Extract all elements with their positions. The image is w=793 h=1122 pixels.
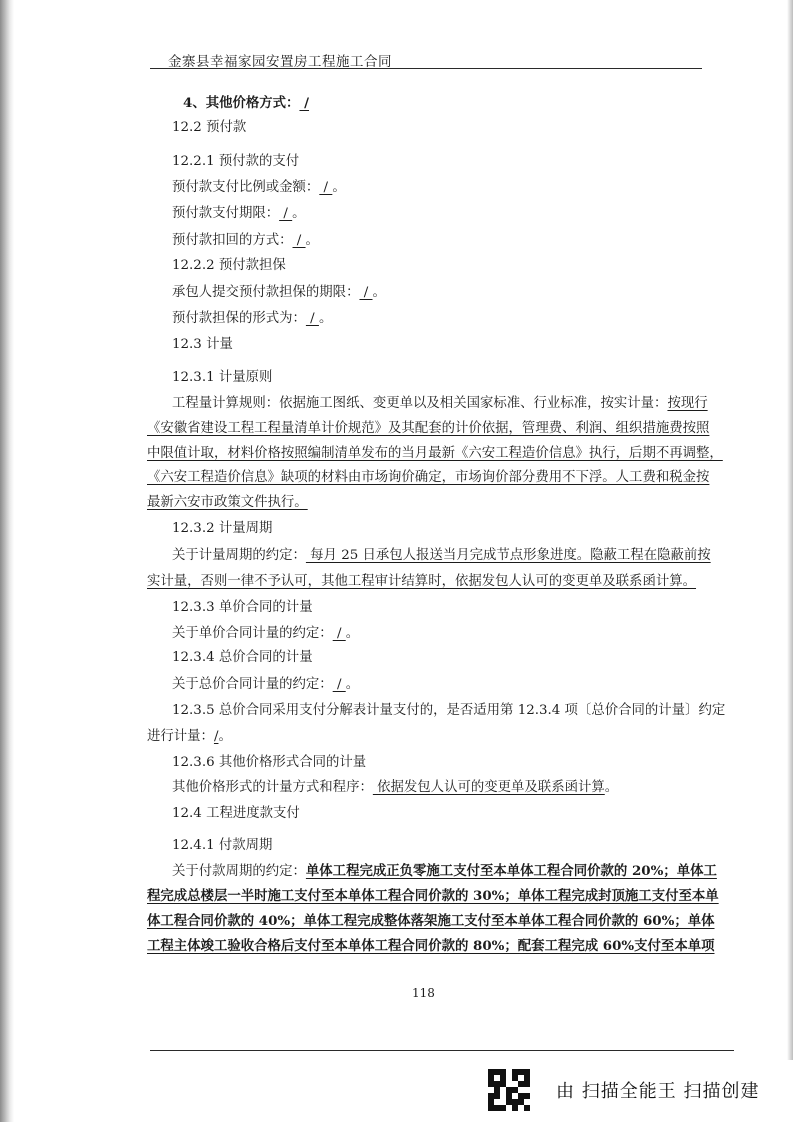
underlined-fill-text: / xyxy=(359,285,373,300)
text-line xyxy=(172,838,272,854)
text-span: 12.3 计量 xyxy=(172,337,233,352)
underlined-fill-text: 《安徽省建设工程工程量清单计价规范》及其配套的计价依据，管理费、利润、组织措施费按照 xyxy=(147,421,710,436)
watermark-prefix: 由 xyxy=(556,1081,575,1102)
text-line xyxy=(172,154,299,170)
text-span: 关于付款周期的约定： xyxy=(172,864,306,879)
text-span: 进行计量： xyxy=(147,729,214,744)
underlined-fill-text: / xyxy=(332,626,346,641)
text-span: 其他价格形式的计量方式和程序： xyxy=(172,780,373,795)
text-span: 。 xyxy=(318,311,333,326)
text-span: 12.4.1 付款周期 xyxy=(172,838,273,853)
text-line xyxy=(147,495,308,511)
scanner-watermark xyxy=(488,1068,759,1112)
text-span: 。 xyxy=(292,206,306,221)
underlined-fill-text: 中限值计取，材料价格按照编制清单发布的当月最新《六安工程造价信息》执行，后期不再调整， xyxy=(147,446,723,461)
text-line xyxy=(172,600,313,616)
text-span: 12.3.6 其他价格形式合同的计量 xyxy=(172,755,367,770)
text-span: 预付款扣回的方式： xyxy=(172,233,293,248)
text-line xyxy=(147,446,723,462)
underlined-fill-text: / xyxy=(305,311,319,326)
text-span: 12.2 预付款 xyxy=(172,120,247,135)
text-line xyxy=(172,233,319,249)
text-line xyxy=(147,574,696,590)
text-span: 12.2.2 预付款担保 xyxy=(172,258,286,273)
text-line xyxy=(172,285,386,301)
underlined-fill-text: / xyxy=(213,729,219,744)
text-span: 。 xyxy=(604,780,619,795)
text-span: 。 xyxy=(305,233,319,248)
footer-rule xyxy=(150,1050,734,1051)
text-span: 。 xyxy=(372,285,386,300)
underlined-fill-text: 体工程合同价款的 40%；单体工程完成整体落架施工支付至本单体工程合同价款的 60%；单体 xyxy=(147,913,715,929)
text-span: 。 xyxy=(345,677,360,692)
text-span: 12.3.5 总价合同采用支付分解表计量支付的，是否适用第 12.3.4 项〔总价合同的计量〕约定 xyxy=(172,703,726,718)
underlined-fill-text: / xyxy=(292,233,306,248)
text-span: 。 xyxy=(218,729,232,744)
text-span: 。 xyxy=(332,180,346,195)
underlined-fill-text: 程完成总楼层一半时施工支付至本单体工程合同价款的 30%；单体工程完成封顶施工支付至本单 xyxy=(147,888,719,904)
text-line xyxy=(147,470,709,486)
underlined-fill-text: / xyxy=(319,180,333,195)
text-line xyxy=(172,258,286,274)
text-line xyxy=(172,206,306,222)
underlined-fill-text: 《六安工程造价信息》缺项的材料由市场询价确定，市场询价部分费用不下浮。人工费和税金按 xyxy=(147,470,710,485)
text-span: 关于单价合同计量的约定： xyxy=(172,626,333,641)
text-line xyxy=(172,806,300,822)
text-line xyxy=(172,521,272,537)
text-line xyxy=(172,337,233,353)
text-line xyxy=(172,780,618,796)
watermark-app: 扫描全能王 扫描创建 xyxy=(581,1081,760,1102)
text-line xyxy=(147,888,719,905)
text-line xyxy=(183,95,309,112)
text-line xyxy=(147,913,715,930)
text-line xyxy=(147,729,232,745)
underlined-fill-text: 每月 25 日承包人报送当月完成节点形象进度。隐蔽工程在隐蔽前按 xyxy=(305,548,711,563)
text-line xyxy=(172,703,725,719)
text-span: 关于总价合同计量的约定： xyxy=(172,677,333,692)
text-line xyxy=(172,396,708,412)
text-span: 12.3.1 计量原则 xyxy=(172,370,273,385)
scan-right-edge xyxy=(787,0,793,1060)
text-span: 预付款担保的形式为： xyxy=(172,311,306,326)
text-line xyxy=(172,626,359,642)
text-span: 工程量计算规则：依据施工图纸、变更单以及相关国家标准、行业标准，按实计量： xyxy=(172,396,668,411)
text-line xyxy=(172,370,272,386)
text-line xyxy=(172,548,711,564)
underlined-fill-text: 工程主体竣工验收合格后支付至本单体工程合同价款的 80%；配套工程完成 60%支付至本单项 xyxy=(147,938,715,954)
text-span: 承包人提交预付款担保的期限： xyxy=(172,285,360,300)
header-rule xyxy=(150,68,702,69)
text-span: 预付款支付期限： xyxy=(172,206,280,221)
underlined-fill-text: 最新六安市政策文件执行。 xyxy=(147,495,308,510)
text-span: 。 xyxy=(345,626,360,641)
text-span: 12.3.4 总价合同的计量 xyxy=(172,650,313,665)
text-line xyxy=(172,650,313,666)
text-line xyxy=(147,938,715,955)
text-span: 12.3.3 单价合同的计量 xyxy=(172,600,313,615)
text-span: 4、其他价格方式： xyxy=(183,95,300,111)
watermark-text xyxy=(556,1077,759,1103)
underlined-fill-text: 依据发包人认可的变更单及联系函计算 xyxy=(372,780,605,795)
qr-code-icon xyxy=(488,1069,530,1111)
text-line xyxy=(172,677,359,693)
text-span: 12.4 工程进度款支付 xyxy=(172,806,300,821)
text-span: 预付款支付比例或金额： xyxy=(172,180,320,195)
underlined-fill-text: / xyxy=(279,206,293,221)
text-span: 12.2.1 预付款的支付 xyxy=(172,154,300,169)
page-number: 118 xyxy=(412,986,435,1000)
text-span: 12.3.2 计量周期 xyxy=(172,521,273,536)
text-line xyxy=(147,421,709,437)
underlined-fill-text: / xyxy=(299,95,310,111)
text-span: 关于计量周期的约定： xyxy=(172,548,306,563)
scan-left-edge xyxy=(0,0,14,1122)
underlined-fill-text: 按现行 xyxy=(667,396,708,411)
text-line xyxy=(172,311,332,327)
underlined-fill-text: / xyxy=(332,677,346,692)
text-line xyxy=(172,120,246,136)
page-header-title: 金寨县幸福家园安置房工程施工合同 xyxy=(168,54,392,70)
underlined-fill-text: 单体工程完成正负零施工支付至本单体工程合同价款的 20%；单体工 xyxy=(305,863,717,879)
text-line xyxy=(172,755,366,771)
text-line xyxy=(172,863,717,880)
underlined-fill-text: 实计量，否则一律不予认可，其他工程审计结算时，依据发包人认可的变更单及联系函计算。 xyxy=(147,574,697,589)
text-line xyxy=(172,180,346,196)
